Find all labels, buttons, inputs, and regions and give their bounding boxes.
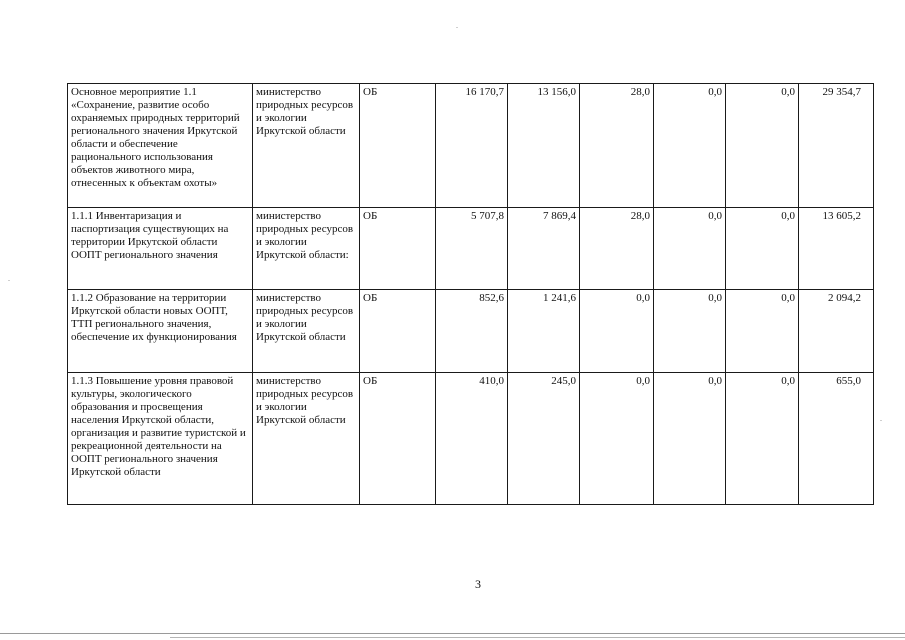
executor-cell: министерство природных ресурсов и экологии Иркутской области xyxy=(253,373,360,505)
value-cell: 1 241,6 xyxy=(508,290,580,373)
activity-name-cell: 1.1.3 Повышение уровня правовой культуры, экологического образования и просвещения населения Иркутской области, организация и развитие туристской и рекреационной деятельности на ООПТ регионального значения Иркутской области xyxy=(68,373,253,505)
value-cell: 245,0 xyxy=(508,373,580,505)
executor-cell: министерство природных ресурсов и экологии Иркутской области xyxy=(253,84,360,208)
page-number: 3 xyxy=(475,577,481,591)
activity-name-cell: 1.1.2 Образование на территории Иркутской области новых ООПТ, ТТП регионального значения, обеспечение их функционирования xyxy=(68,290,253,373)
value-cell: 5 707,8 xyxy=(436,208,508,290)
value-cell: 0,0 xyxy=(726,208,799,290)
table-row xyxy=(68,373,874,505)
value-cell: 410,0 xyxy=(436,373,508,505)
funding-source-cell: ОБ xyxy=(360,208,436,290)
value-cell: 16 170,7 xyxy=(436,84,508,208)
scan-edge-line xyxy=(170,637,905,638)
activity-name-cell: Основное мероприятие 1.1 «Сохранение, развитие особо охраняемых природных территорий регионального значения Иркутской области и обеспечение рационального использования объектов животного мира, отнесенных к объектам охоты» xyxy=(68,84,253,208)
table-row xyxy=(68,208,874,290)
scan-speck xyxy=(880,420,882,421)
value-cell: 0,0 xyxy=(654,208,726,290)
total-cell: 29 354,7 xyxy=(799,84,874,208)
value-cell: 0,0 xyxy=(726,84,799,208)
total-cell: 13 605,2 xyxy=(799,208,874,290)
value-cell: 0,0 xyxy=(654,290,726,373)
value-cell: 0,0 xyxy=(726,290,799,373)
value-cell: 852,6 xyxy=(436,290,508,373)
table-row xyxy=(68,290,874,373)
value-cell: 7 869,4 xyxy=(508,208,580,290)
executor-cell: министерство природных ресурсов и экологии Иркутской области xyxy=(253,290,360,373)
value-cell: 0,0 xyxy=(580,290,654,373)
total-cell: 655,0 xyxy=(799,373,874,505)
funding-source-cell: ОБ xyxy=(360,290,436,373)
executor-cell: министерство природных ресурсов и экологии Иркутской области: xyxy=(253,208,360,290)
value-cell: 13 156,0 xyxy=(508,84,580,208)
value-cell: 28,0 xyxy=(580,84,654,208)
funding-source-cell: ОБ xyxy=(360,84,436,208)
value-cell: 0,0 xyxy=(726,373,799,505)
value-cell: 0,0 xyxy=(580,373,654,505)
scan-speck xyxy=(8,280,10,281)
value-cell: 0,0 xyxy=(654,84,726,208)
funding-source-cell: ОБ xyxy=(360,373,436,505)
total-cell: 2 094,2 xyxy=(799,290,874,373)
activity-name-cell: 1.1.1 Инвентаризация и паспортизация существующих на территории Иркутской области ООПТ регионального значения xyxy=(68,208,253,290)
value-cell: 28,0 xyxy=(580,208,654,290)
table-row xyxy=(68,84,874,208)
budget-table xyxy=(67,83,874,505)
scan-speck xyxy=(456,27,458,28)
value-cell: 0,0 xyxy=(654,373,726,505)
scan-edge-line xyxy=(0,633,905,634)
